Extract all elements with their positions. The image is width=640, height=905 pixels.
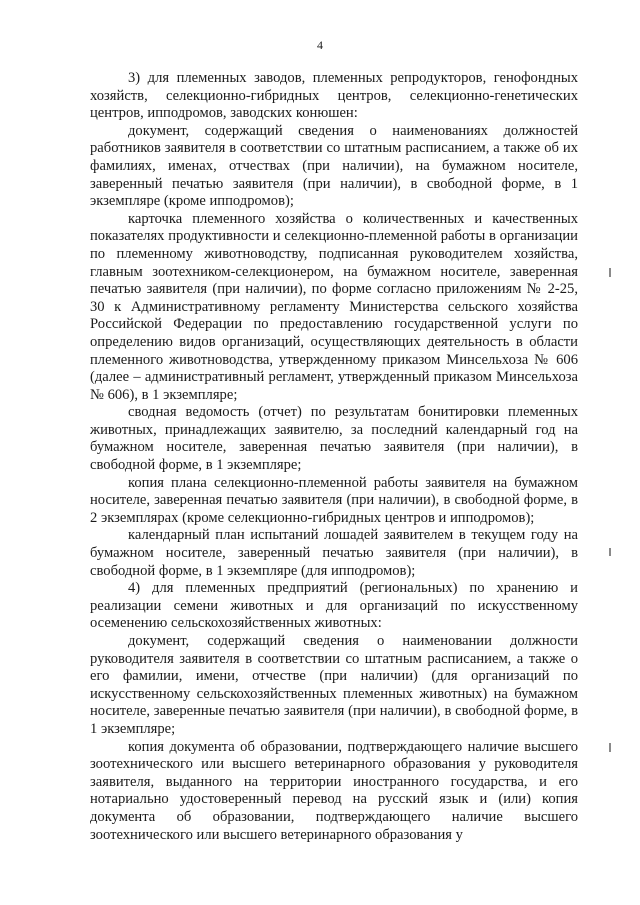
page-number: 4 <box>317 38 323 52</box>
scan-speck-middle <box>609 548 611 556</box>
paragraph-staff-document: документ, содержащий сведения о наименованиях должностей работников заявителя в соответствии со штатным расписанием, а также об их фамилиях, именах, отчествах (при наличии), на бумажном носителе, заверенный печатью заявителя (при наличии), в свободной форме, в 1 экземпляре (кроме ипподромов); <box>90 122 578 210</box>
paragraph-breeding-farm-card: карточка племенного хозяйства о количественных и качественных показателях продуктивности и селекционно-племенной работы в организации по племенному животноводству, подписанная руководителем хозяйства, главным зоотехником-селекционером, на бумажном носителе, заверенная печатью заявителя (при наличии), по форме согласно приложениям № 2-25, 30 к Административному регламенту Министерства сельского хозяйства Российской Федерации по предоставлению государственной услуги по определению видов организаций, осуществляющих деятельность в области племенного животноводства, утвержденному приказом Минсельхоза № 606 (далее – административный регламент, утвержденный приказом Минсельхоза № 606), в 1 экземпляре; <box>90 210 578 403</box>
paragraph-education-document-copy: копия документа об образовании, подтверждающего наличие высшего зоотехнического или высшего ветеринарного образования у руководителя заявителя, выданного на территории иностранного государства, и его нотариально удостоверенный перевод на русский язык и (или) копия документа об образовании, подтверждающего наличие высшего зоотехнического или высшего ветеринарного образования у <box>90 738 578 843</box>
document-body <box>90 70 578 844</box>
paragraph-horse-test-plan: календарный план испытаний лошадей заявителем в текущем году на бумажном носителе, заверенный печатью заявителя (при наличии), в свободной форме, в 1 экземпляре (для ипподромов); <box>90 527 578 579</box>
scan-speck-top <box>609 268 611 277</box>
paragraph-breeding-plan-copy: копия плана селекционно-племенной работы заявителя на бумажном носителе, заверенная печатью заявителя (при наличии), в свободной форме, в 2 экземплярах (кроме селекционно-гибридных центров и ипподромов); <box>90 474 578 526</box>
paragraph-director-document: документ, содержащий сведения о наименовании должности руководителя заявителя в соответствии со штатным расписанием, а также о его фамилии, имени, отчестве (при наличии) (для организаций по искусственному сельскохозяйственных племенных животных) на бумажном носителе, заверенные печатью заявителя (при наличии), в свободной форме, в 1 экземпляре; <box>90 633 578 737</box>
scan-speck-bottom <box>609 743 611 752</box>
paragraph-bonitation-report: сводная ведомость (отчет) по результатам бонитировки племенных животных, принадлежащих заявителю, за последний календарный год на бумажном носителе, заверенная печатью заявителя (при наличии), в свободной форме, в 1 экземпляре; <box>90 404 578 474</box>
paragraph-item-3: 3) для племенных заводов, племенных репродукторов, генофондных хозяйств, селекционно-гибридных центров, селекционно-генетических центров, ипподромов, заводских конюшен: <box>90 70 578 122</box>
paragraph-item-4: 4) для племенных предприятий (региональных) по хранению и реализации семени животных и для организаций по искусственному осеменению сельскохозяйственных животных: <box>90 580 578 632</box>
